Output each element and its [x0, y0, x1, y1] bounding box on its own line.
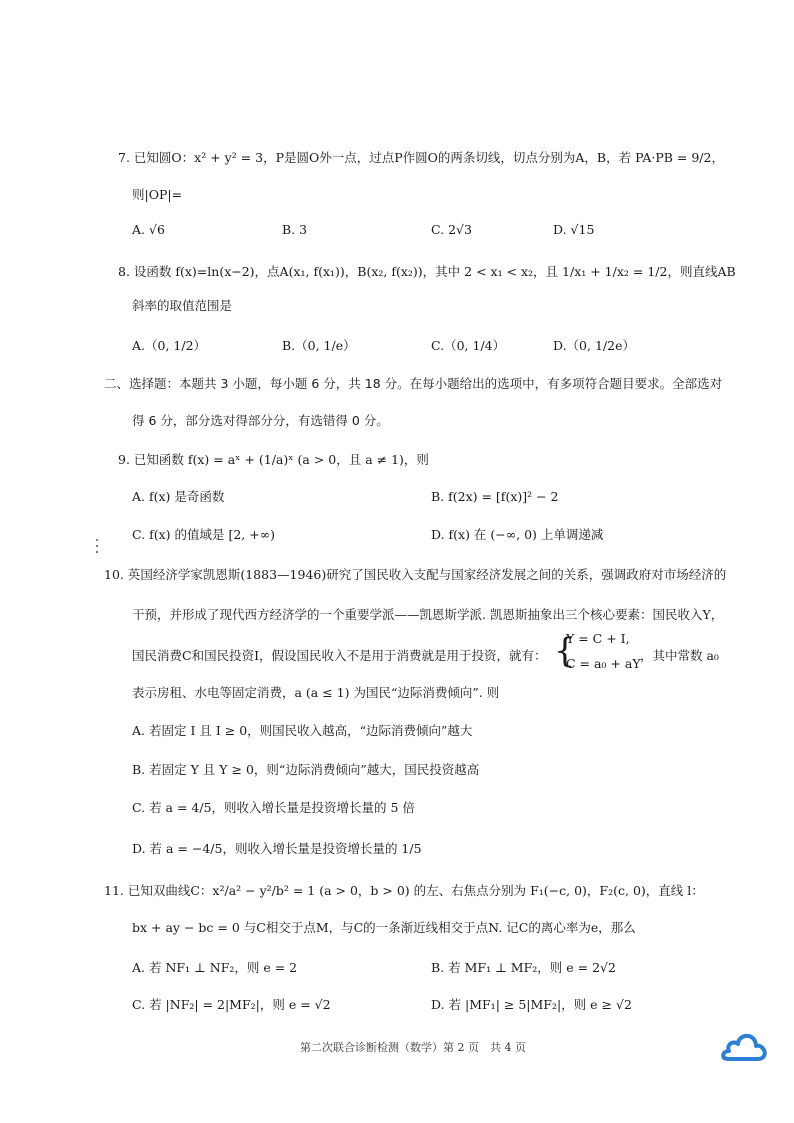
- page-footer: 第二次联合诊断检测（数学）第 2 页 共 4 页: [300, 1041, 526, 1054]
- q11-stem-line1: 11. 已知双曲线C：x²/a² − y²/b² = 1 (a > 0，b > 0) 的左、右焦点分别为 F₁(−c, 0)，F₂(c, 0)，直线 l：: [104, 883, 704, 898]
- q8-option-c: C.（0, 1/4）: [431, 338, 506, 353]
- q10-stem-line3b: ，其中常数 a₀: [640, 648, 719, 663]
- q8-stem-line2: 斜率的取值范围是: [132, 298, 233, 313]
- q11-option-b: B. 若 MF₁ ⊥ MF₂，则 e = 2√2: [431, 960, 616, 975]
- section2-heading-line2: 得 6 分，部分选对得部分分，有选错得 0 分。: [132, 413, 389, 428]
- q10-system-brace: {: [554, 631, 576, 671]
- q9-option-c: C. f(x) 的值域是 [2, +∞): [132, 527, 275, 542]
- q10-stem-line3: 国民消费C和国民投资I，假设国民收入不是用于消费就是用于投资，就有：: [132, 648, 547, 663]
- q7-stem-line1: 7. 已知圆O：x² + y² = 3，P是圆O外一点，过点P作圆O的两条切线，切点分别为A，B，若 PA·PB = 9/2，: [118, 150, 724, 165]
- q11-stem-line2: bx + ay − bc = 0 与C相交于点M，与C的一条渐近线相交于点N. 记C的离心率为e，那么: [132, 920, 636, 935]
- cloud-icon: [716, 1025, 768, 1065]
- q7-option-a: A. √6: [132, 222, 165, 237]
- section2-heading-line1: 二、选择题：本题共 3 小题，每小题 6 分，共 18 分。在每小题给出的选项中，有多项符合题目要求。全部选对: [104, 376, 723, 391]
- q10-option-c: C. 若 a = 4/5，则收入增长量是投资增长量的 5 倍: [132, 800, 415, 815]
- q9-option-b: B. f(2x) = [f(x)]² − 2: [431, 489, 559, 504]
- q10-option-d: D. 若 a = −4/5，则收入增长量是投资增长量的 1/5: [132, 841, 422, 856]
- q11-option-c: C. 若 |NF₂| = 2|MF₂|，则 e = √2: [132, 997, 331, 1012]
- q7-stem-line2: 则|OP|=: [132, 187, 183, 202]
- q9-stem: 9. 已知函数 f(x) = aˣ + (1/a)ˣ (a > 0，且 a ≠ 1)，则: [118, 452, 429, 467]
- q9-option-d: D. f(x) 在 (−∞, 0) 上单调递减: [431, 527, 604, 542]
- q10-option-a: A. 若固定 I 且 I ≥ 0，则国民收入越高，“边际消费倾向”越大: [132, 723, 473, 738]
- q7-option-c: C. 2√3: [431, 222, 472, 237]
- q10-system-eq1: Y = C + I,: [566, 631, 630, 646]
- q8-stem-line1: 8. 设函数 f(x)=ln(x−2)，点A(x₁, f(x₁))，B(x₂, f(x₂))，其中 2 < x₁ < x₂，且 1/x₁ + 1/x₂ = 1/2，则直线AB: [118, 264, 736, 279]
- q8-option-a: A.（0, 1/2）: [132, 338, 207, 353]
- scan-dot: [96, 551, 98, 553]
- q10-stem-line4: 表示房租、水电等固定消费，a (a ≤ 1) 为国民“边际消费倾向”. 则: [132, 685, 500, 700]
- q11-option-d: D. 若 |MF₁| ≥ 5|MF₂|，则 e ≥ √2: [431, 997, 632, 1012]
- q7-option-d: D. √15: [553, 222, 595, 237]
- q10-stem-line1: 10. 英国经济学家凯恩斯(1883—1946)研究了国民收入支配与国家经济发展之间的关系，强调政府对市场经济的: [104, 567, 727, 582]
- q7-option-b: B. 3: [282, 222, 308, 237]
- q10-system-eq2: C = a₀ + aY: [566, 656, 641, 671]
- q10-stem-line2: 干预，并形成了现代西方经济学的一个重要学派——凯恩斯学派. 凯恩斯抽象出三个核心要素：国民收入Y，: [132, 607, 724, 622]
- q9-option-a: A. f(x) 是奇函数: [132, 489, 225, 504]
- q8-option-d: D.（0, 1/2e）: [553, 338, 635, 353]
- scan-dot: [96, 539, 98, 541]
- q11-option-a: A. 若 NF₁ ⊥ NF₂，则 e = 2: [132, 960, 298, 975]
- q8-option-b: B.（0, 1/e）: [282, 338, 356, 353]
- q10-option-b: B. 若固定 Y 且 Y ≥ 0，则“边际消费倾向”越大，国民投资越高: [132, 762, 480, 777]
- scan-dot: [96, 545, 98, 547]
